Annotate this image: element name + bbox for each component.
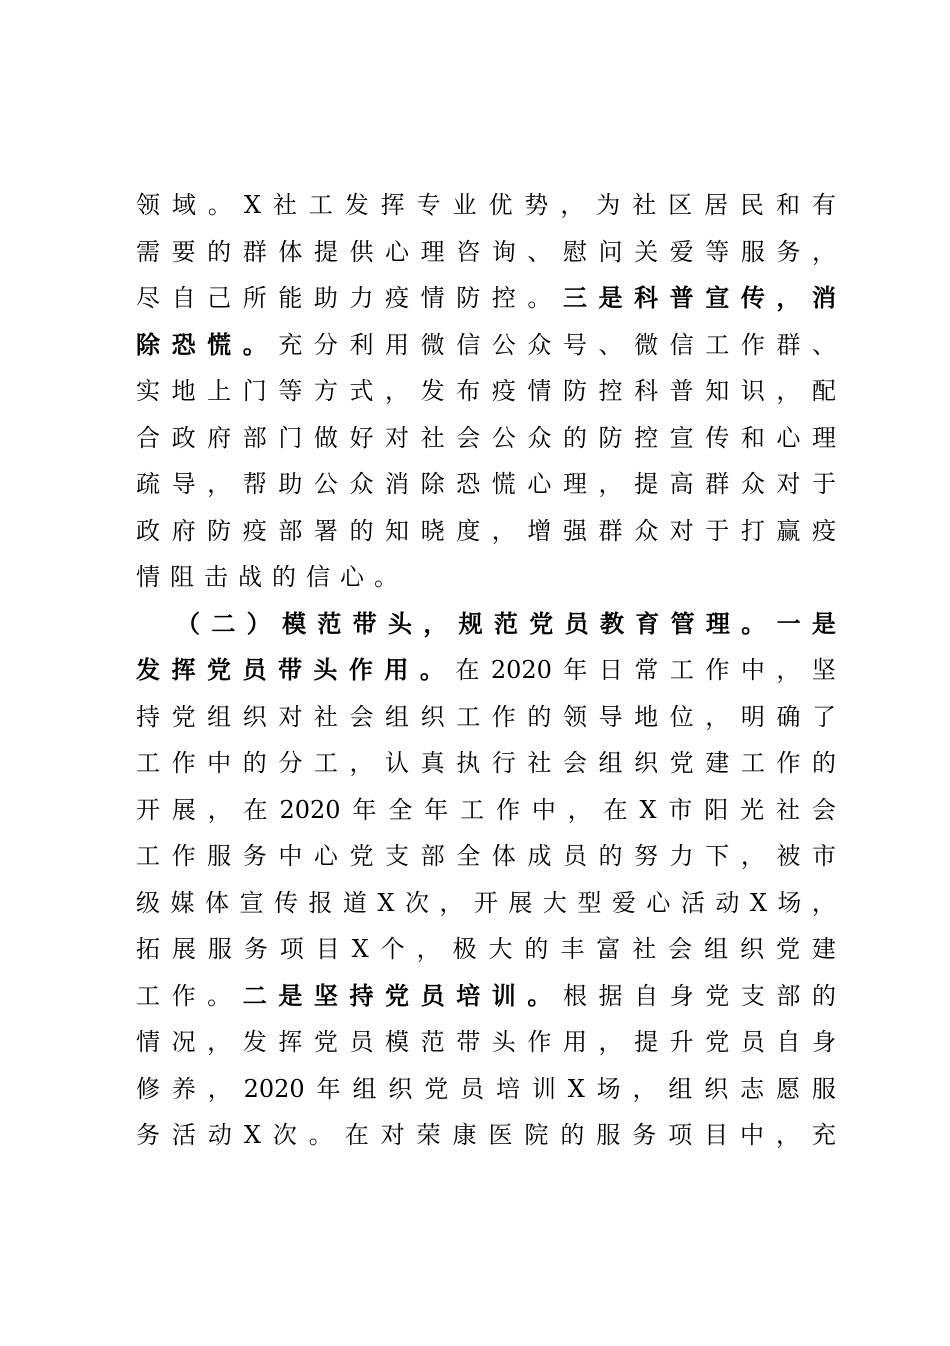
- text-line: 修 养 ， 2020 年 组 织 党 员 培 训 X 场 ， 组 织 志 愿 服: [136, 1074, 836, 1103]
- text-line: 持 党 组 织 对 社 会 组 织 工 作 的 领 导 地 位 ， 明 确 了: [136, 702, 836, 731]
- text-line: 务 活 动 X 次 。 在 对 荣 康 医 院 的 服 务 项 目 中 ， 充: [136, 1121, 836, 1149]
- text-line: 情 况 ， 发 挥 党 员 模 范 带 头 作 用 ， 提 升 党 员 自 身: [136, 1028, 836, 1056]
- text-line: 发 挥 党 员 带 头 作 用 。 在 2020 年 日 常 工 作 中 ， 坚: [136, 655, 836, 684]
- text-line: 工 作 服 务 中 心 党 支 部 全 体 成 员 的 努 力 下 ， 被 市: [136, 842, 836, 870]
- body-text: [136, 182, 836, 1159]
- text-line: 尽 自 己 所 能 助 力 疫 情 防 控 。 三 是 科 普 宣 传 ， 消: [136, 283, 836, 312]
- text-line: 领 域 。 X 社 工 发 挥 专 业 优 势 ， 为 社 区 居 民 和 有: [136, 191, 836, 219]
- text-line: 开 展 ， 在 2020 年 全 年 工 作 中 ， 在 X 市 阳 光 社 会: [136, 795, 836, 824]
- text-line: 合 政 府 部 门 做 好 对 社 会 公 众 的 防 控 宣 传 和 心 理: [136, 423, 836, 452]
- text-line: 疏 导 ， 帮 助 公 众 消 除 恐 慌 心 理 ， 提 高 群 众 对 于: [136, 470, 836, 498]
- text-line: 实 地 上 门 等 方 式 ， 发 布 疫 情 防 控 科 普 知 识 ， 配: [136, 377, 836, 405]
- text-line: 工 作 。 二 是 坚 持 党 员 培 训 。 根 据 自 身 党 支 部 的: [136, 980, 836, 1010]
- text-line: 需 要 的 群 体 提 供 心 理 咨 询 、 慰 问 关 爱 等 服 务 ，: [136, 237, 836, 266]
- text-line: 情 阻 击 战 的 信 心 。: [136, 563, 398, 591]
- text-line: （ 二 ） 模 范 带 头 ， 规 范 党 员 教 育 管 理 。 一 是: [176, 608, 836, 638]
- text-line: 拓 展 服 务 项 目 X 个 ， 极 大 的 丰 富 社 会 组 织 党 建: [136, 935, 836, 963]
- text-line: 除 恐 慌 。 充 分 利 用 微 信 公 众 号 、 微 信 工 作 群 、: [136, 329, 836, 359]
- text-line: 政 府 防 疫 部 署 的 知 晓 度 ， 增 强 群 众 对 于 打 赢 疫: [136, 516, 836, 545]
- text-line: 工 作 中 的 分 工 ， 认 真 执 行 社 会 组 织 党 建 工 作 的: [136, 749, 836, 777]
- text-line: 级 媒 体 宣 传 报 道 X 次 ， 开 展 大 型 爱 心 活 动 X 场 ，: [136, 888, 836, 917]
